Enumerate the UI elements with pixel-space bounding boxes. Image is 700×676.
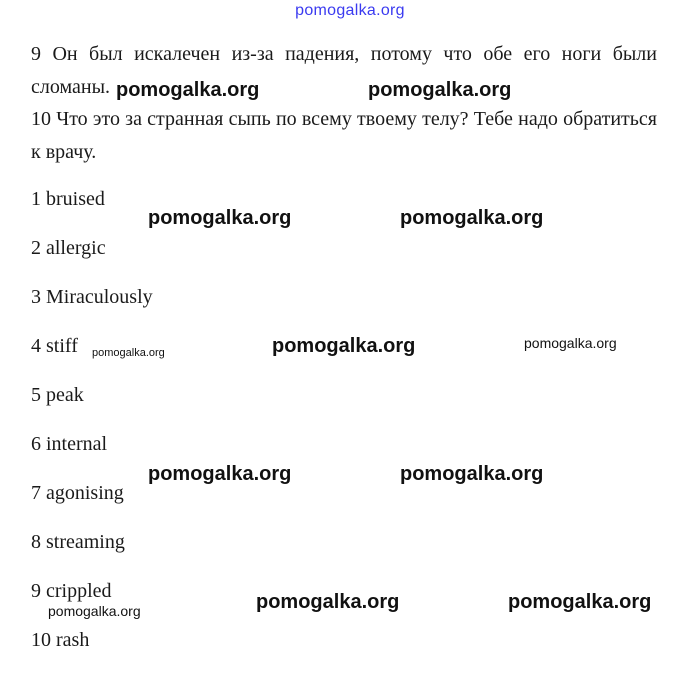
watermark: pomogalka.org: [400, 463, 544, 485]
answer-item: 10 rash: [31, 629, 90, 651]
answer-item: 4 stiff: [31, 335, 78, 357]
answer-item: 5 peak: [31, 384, 84, 406]
watermark: pomogalka.org: [400, 207, 544, 229]
header-watermark: pomogalka.org: [295, 2, 405, 19]
watermark: pomogalka.org: [48, 603, 141, 619]
answer-item: 8 streaming: [31, 531, 125, 553]
answer-item: 7 agonising: [31, 482, 124, 504]
answer-item: 1 bruised: [31, 188, 105, 210]
watermark: pomogalka.org: [148, 463, 292, 485]
answer-item: 6 internal: [31, 433, 108, 455]
watermark: pomogalka.org: [272, 335, 416, 357]
answer-item: 9 crippled: [31, 580, 112, 602]
watermark: pomogalka.org: [116, 79, 260, 101]
sentence-9: 9 Он был искалечен из-за падения, потому что обе его ноги были сломаны.: [31, 43, 657, 98]
watermark: pomogalka.org: [508, 591, 652, 613]
watermark: pomogalka.org: [148, 207, 292, 229]
answer-item: 3 Miraculously: [31, 286, 153, 308]
watermark: pomogalka.org: [368, 79, 512, 101]
watermark: pomogalka.org: [256, 591, 400, 613]
watermark: pomogalka.org: [92, 347, 165, 359]
sentence-10: 10 Что это за странная сыпь по всему твоему телу? Тебе надо обратиться к врачу.: [31, 108, 657, 163]
watermark: pomogalka.org: [524, 335, 617, 351]
answer-item: 2 allergic: [31, 237, 106, 259]
